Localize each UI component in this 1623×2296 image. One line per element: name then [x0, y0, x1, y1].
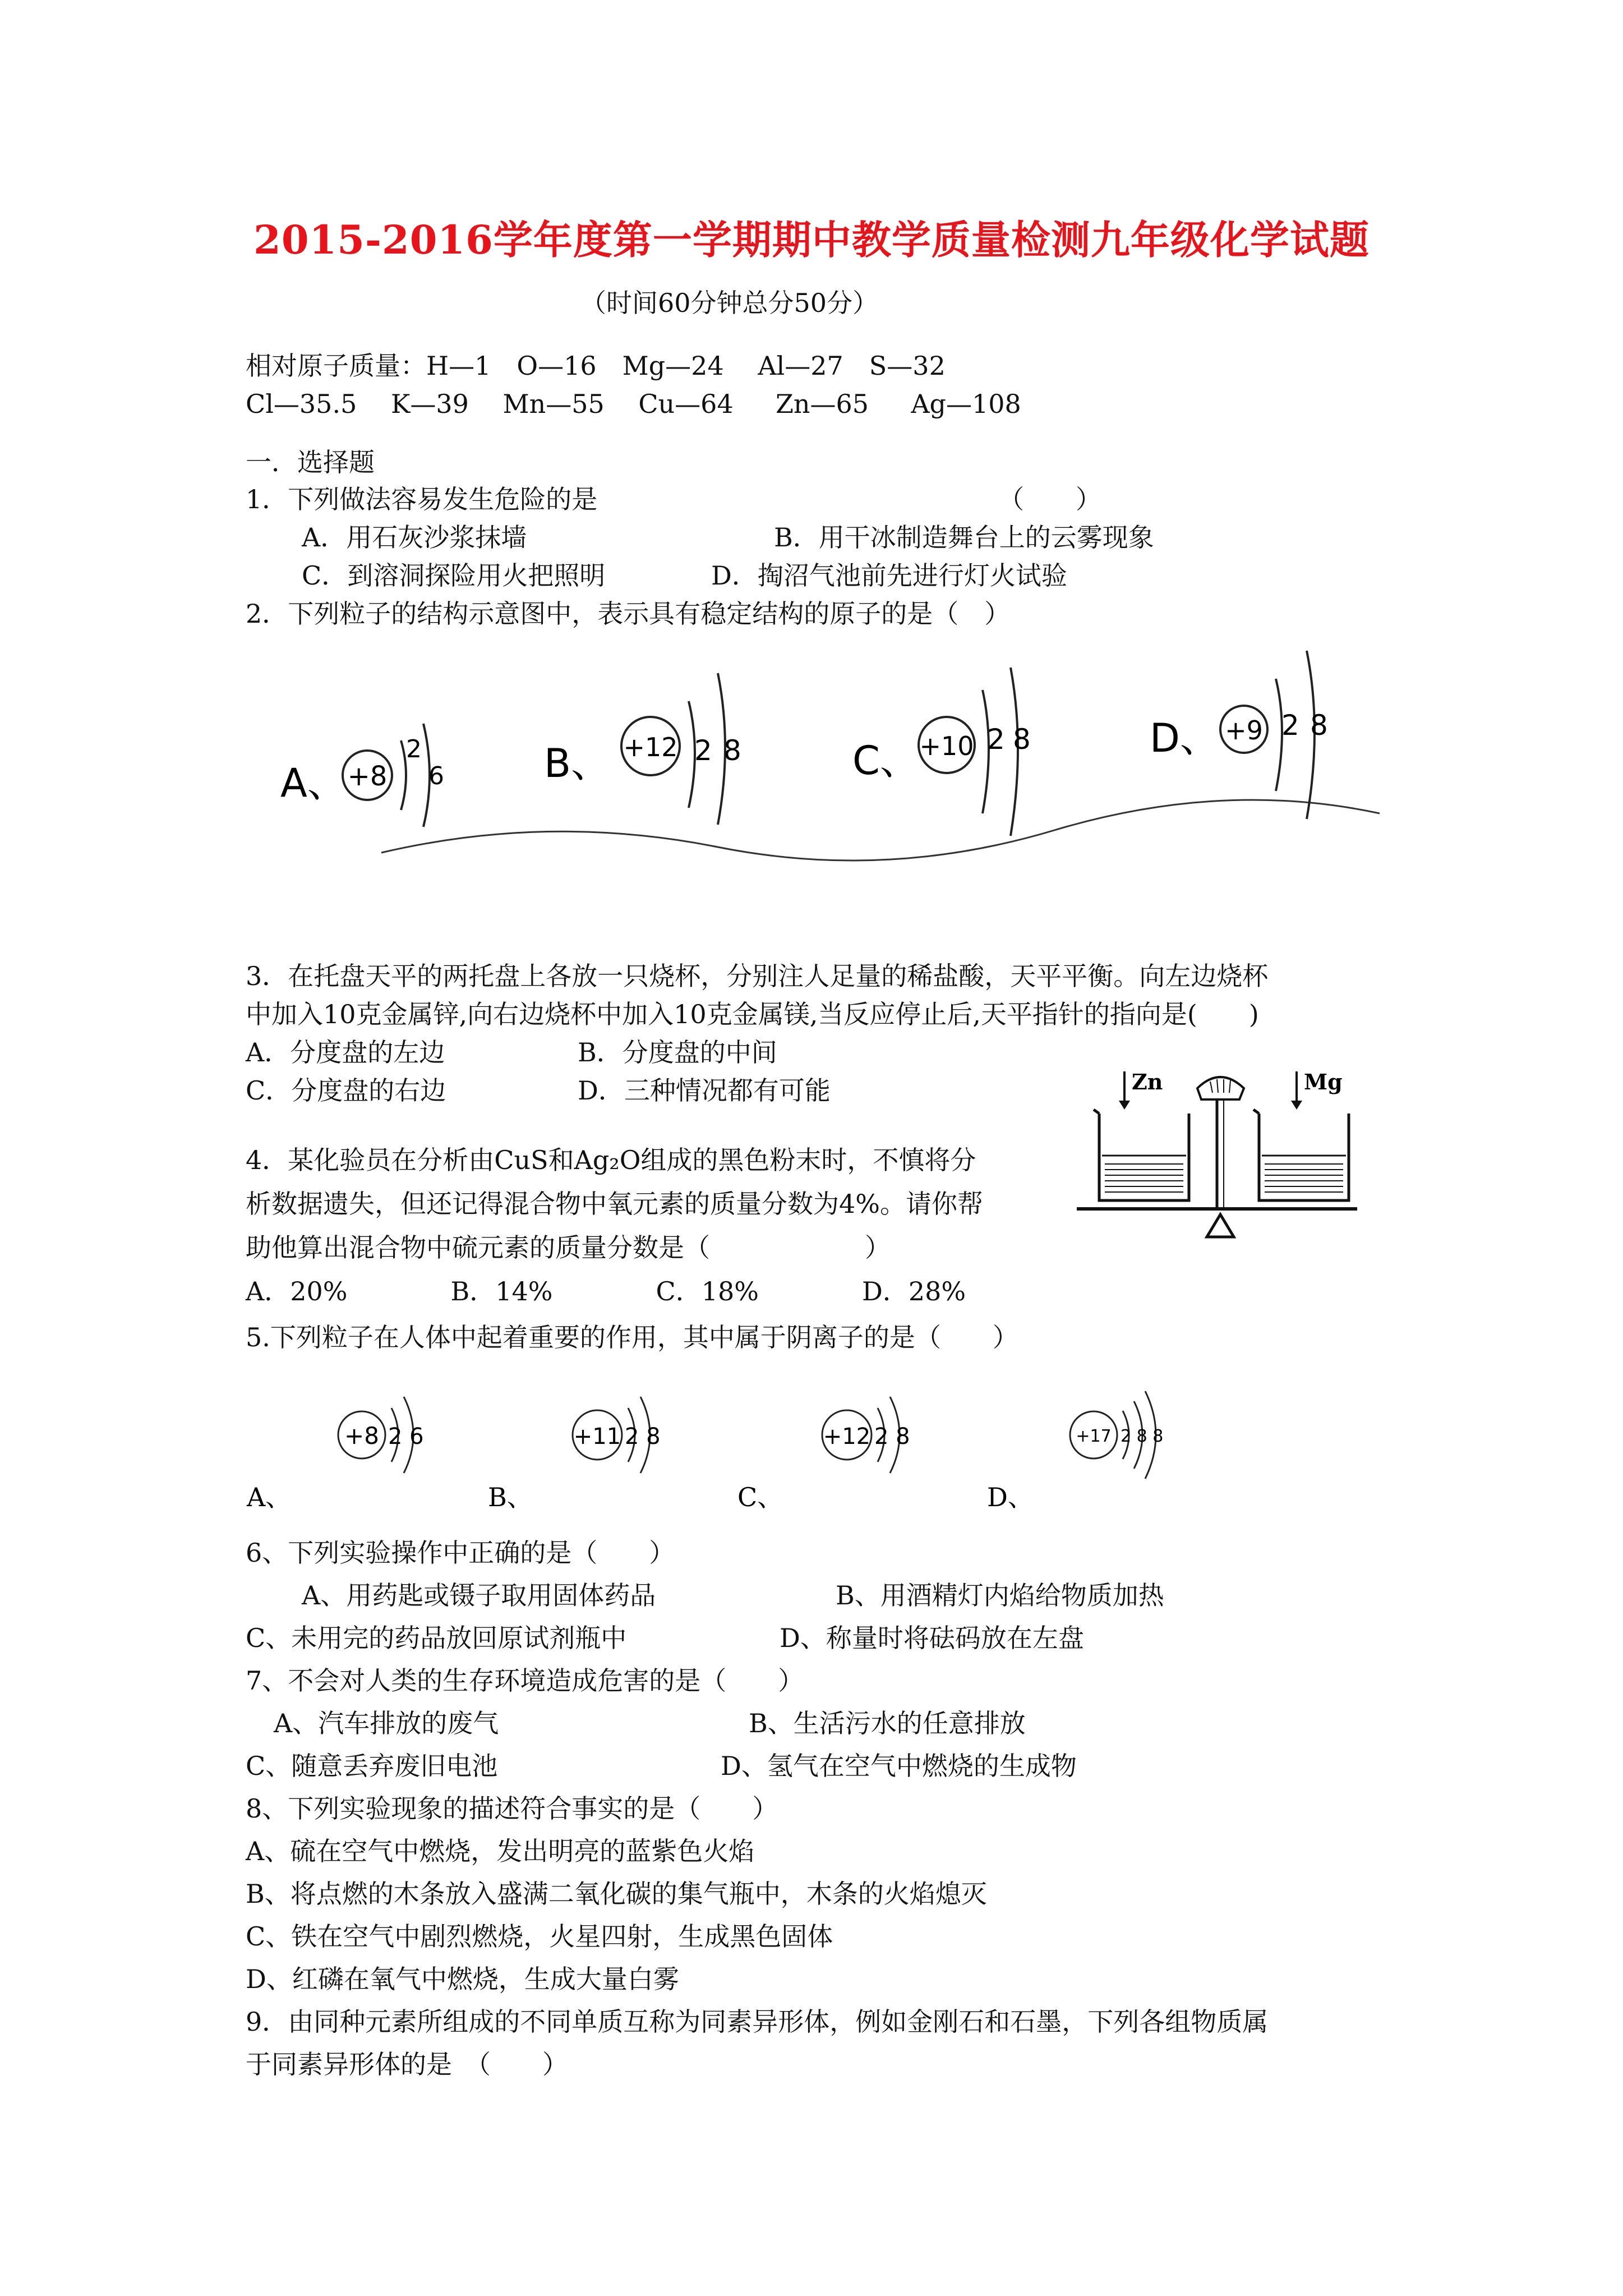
q2-atom-c-nucleus: +10 [919, 731, 974, 761]
q5-ion-diagrams [241, 1369, 1251, 1526]
atomic-mass-line-1: 相对原子质量：H—1 O—16 Mg—24 Al—27 S—32 [246, 351, 946, 381]
q5-ion-a [246, 1397, 424, 1512]
q9-line-2: 于同素异形体的是 （ ） [246, 2049, 568, 2079]
q4-line-2: 析数据遗失，但还记得混合物中氧元素的质量分数为4%。请你帮 [246, 1189, 983, 1219]
q2-atom-c [852, 668, 1031, 836]
q2-atom-d-shell-1: 2 [1281, 709, 1299, 742]
q5-stem: 5.下列粒子在人体中起着重要的作用，其中属于阴离子的是（ ） [246, 1322, 1018, 1352]
q3-option-d: D．三种情况都有可能 [578, 1075, 831, 1106]
q2-atom-d-shell-2: 8 [1310, 709, 1328, 742]
q2-atom-c-shell-2: 8 [1013, 723, 1031, 756]
q2-atom-b-shell-2: 8 [723, 734, 741, 767]
q3-balance-figure [1077, 1060, 1368, 1257]
q5-ion-d [987, 1391, 1163, 1512]
q5-ion-d-nucleus: +17 [1076, 1427, 1112, 1446]
q3-figure-mg-label: Mg [1304, 1069, 1343, 1094]
q2-atom-d [1150, 651, 1328, 819]
q2-atom-diagrams [269, 628, 1391, 875]
q2-stem: 2．下列粒子的结构示意图中，表示具有稳定结构的原子的是（ ） [246, 599, 1011, 629]
q1-option-a: A．用石灰沙浆抹墙 [302, 522, 527, 553]
q2-atom-d-label: D、 [1150, 715, 1219, 761]
q6-option-b: B、用酒精灯内焰给物质加热 [836, 1580, 1164, 1611]
q5-ion-a-label: A、 [247, 1482, 292, 1512]
section-heading: 一．选择题 [246, 447, 375, 477]
q2-wavy-line [381, 800, 1380, 861]
q5-ion-b-shells: 2 8 [625, 1424, 661, 1450]
q2-atom-d-nucleus: +9 [1225, 715, 1263, 746]
exam-subtitle: （时间60分钟总分50分） [580, 288, 879, 318]
q1-stem: 1．下列做法容易发生危险的是 [246, 484, 598, 514]
q3-line-1: 3．在托盘天平的两托盘上各放一只烧杯，分别注人足量的稀盐酸，天平平衡。向左边烧杯 [246, 961, 1269, 991]
q5-ion-b [488, 1397, 661, 1512]
q2-atom-a-shell-1: 2 [406, 735, 422, 763]
q5-ion-a-nucleus: +8 [344, 1422, 379, 1450]
q2-atom-a-nucleus: +8 [347, 761, 388, 792]
q5-ion-c-nucleus: +12 [823, 1424, 871, 1450]
q2-atom-b [544, 673, 741, 825]
q8-stem: 8、下列实验现象的描述符合事实的是（ ） [246, 1793, 778, 1824]
q1-bracket: （ ） [998, 484, 1101, 514]
q7-option-b: B、生活污水的任意排放 [749, 1708, 1026, 1738]
q7-option-d: D、氢气在空气中燃烧的生成物 [721, 1751, 1077, 1781]
q9-line-1: 9．由同种元素所组成的不同单质互称为同素异形体，例如金刚石和石墨，下列各组物质属 [246, 2007, 1269, 2037]
q2-atom-b-label: B、 [544, 740, 611, 786]
q5-ion-d-shells: 2 8 8 [1121, 1427, 1164, 1446]
q7-option-c: C、随意丢弃废旧电池 [246, 1751, 498, 1781]
q2-atom-a-label: A、 [280, 760, 347, 806]
q7-option-a: A、汽车排放的废气 [274, 1708, 499, 1738]
q5-ion-c [737, 1397, 910, 1512]
q4-options: A．20% B．14% C．18% D．28% [246, 1276, 966, 1306]
q5-ion-b-nucleus: +11 [573, 1424, 621, 1450]
q4-line-1: 4．某化验员在分析由CuS和Ag₂O组成的黑色粉末时，不慎将分 [246, 1145, 976, 1175]
q2-atom-c-label: C、 [852, 738, 919, 784]
q8-option-a: A、硫在空气中燃烧，发出明亮的蓝紫色火焰 [246, 1836, 755, 1866]
q2-atom-a [280, 724, 444, 827]
q5-ion-b-label: B、 [488, 1482, 533, 1512]
q3-option-c: C．分度盘的右边 [246, 1075, 446, 1106]
q1-option-b: B．用干冰制造舞台上的云雾现象 [774, 522, 1154, 553]
q3-figure-zn-label: Zn [1132, 1069, 1163, 1094]
q2-atom-c-shell-1: 2 [987, 723, 1005, 756]
q1-option-c: C．到溶洞探险用火把照明 [302, 560, 606, 591]
q2-atom-b-shell-1: 2 [694, 734, 712, 767]
q5-ion-a-shells: 2 6 [388, 1424, 424, 1450]
q3-option-b: B．分度盘的中间 [578, 1037, 777, 1068]
q2-atom-a-shell-2: 6 [428, 762, 444, 790]
q6-option-a: A、用药匙或镊子取用固体药品 [302, 1580, 656, 1611]
q8-option-c: C、铁在空气中剧烈燃烧，火星四射，生成黑色固体 [246, 1921, 833, 1952]
q7-stem: 7、不会对人类的生存环境造成危害的是（ ） [246, 1665, 804, 1696]
q5-ion-c-shells: 2 8 [874, 1424, 910, 1450]
q6-option-d: D、称量时将砝码放在左盘 [780, 1623, 1084, 1653]
q8-option-d: D、红磷在氧气中燃烧，生成大量白雾 [246, 1964, 679, 1994]
q2-atom-b-nucleus: +12 [623, 732, 678, 762]
q1-option-d: D．掏沼气池前先进行灯火试验 [711, 560, 1067, 591]
q3-option-a: A．分度盘的左边 [246, 1037, 445, 1068]
q5-ion-d-label: D、 [987, 1482, 1034, 1512]
q3-line-2: 中加入10克金属锌,向右边烧杯中加入10克金属镁,当反应停止后,天平指针的指向是( ) [246, 999, 1259, 1029]
q8-option-b: B、将点燃的木条放入盛满二氧化碳的集气瓶中，木条的火焰熄灭 [246, 1879, 987, 1909]
exam-title: 2015-2016学年度第一学期期中教学质量检测九年级化学试题 [253, 217, 1370, 263]
atomic-mass-line-2: Cl—35.5 K—39 Mn—55 Cu—64 Zn—65 Ag—108 [246, 389, 1021, 419]
q5-ion-c-label: C、 [737, 1482, 783, 1512]
q4-line-3: 助他算出混合物中硫元素的质量分数是（ ） [246, 1232, 891, 1263]
q6-stem: 6、下列实验操作中正确的是（ ） [246, 1538, 675, 1568]
q6-option-c: C、未用完的药品放回原试剂瓶中 [246, 1623, 627, 1653]
